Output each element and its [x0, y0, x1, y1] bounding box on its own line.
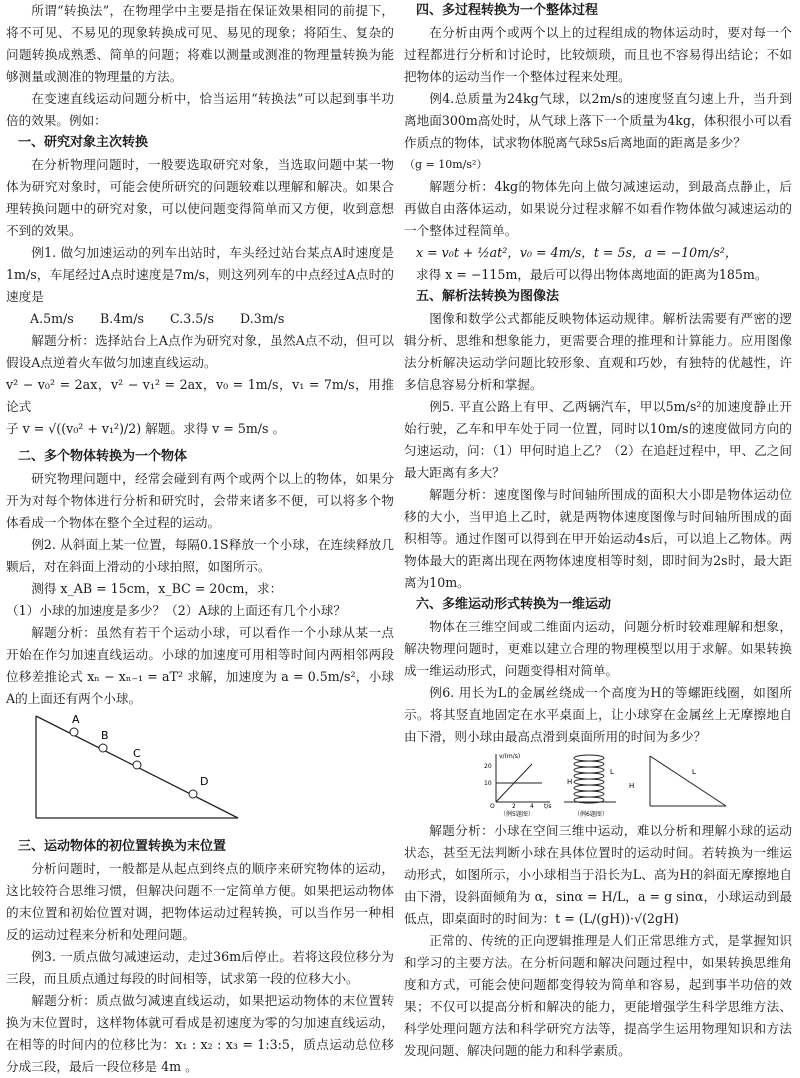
example-4-gravity: （g = 10m/s²） [404, 158, 488, 171]
velocity-time-graph [484, 753, 552, 818]
example-2-questions: （1）小球的加速度是多少？（2）A球的上面还有几个小球？ [6, 603, 346, 618]
svg-text:B: B [101, 729, 109, 742]
right-column [404, 0, 792, 1062]
incline-figure [6, 712, 394, 830]
svg-text:A: A [72, 713, 80, 726]
section-3-title: 三、运动物体的初位置转换为末位置 [18, 839, 227, 854]
left-column [6, 0, 394, 1078]
intro-paragraph: 所谓“转换法”，在物理学中主要是指在保证效果相同的前提下，将不可见、不易见的现象转换成可见、易见的现象；将陌生、复杂的问题转换成熟悉、简单的问题；将难以测量或测准的物理量转换为能够测量或测准的物理量的方法。 [6, 3, 394, 84]
section-6-paragraph: 物体在三维空间或二维面内运动，问题分析时较难理解和想象，解决物理问题时，更难以建立合理的物理模型以用于求解。如果转换成一维运动形式，问题变得相对简单。 [404, 619, 792, 678]
example-figures [404, 750, 792, 818]
svg-text:L: L [692, 768, 696, 776]
option-b: B.4m/s [100, 311, 144, 326]
example-5-analysis: 解题分析：速度图像与时间轴所围成的面积大小即是物体运动位移的大小，当甲追上乙时，就是两物体速度图像与时间轴所围成的面积相等。通过作图可以得到在甲开始运动4s后，可以追上乙物体。两物体最大的距离出现在两物体速度相等时刻，即时间为2s时，最大距离为10m。 [404, 487, 792, 590]
ball-b [99, 729, 109, 752]
incline-diagram [6, 712, 376, 830]
triangle-incline [650, 756, 726, 806]
svg-text:10: 10 [484, 780, 492, 787]
example-4-equation-2: 求得 x = −115m，最后可以得出物体离地面的距离为185m。 [416, 267, 768, 282]
example-2: 例2. 从斜面上某一位置，每隔0.1S释放一个小球，在连续释放几颗后，对在斜面上滑动的小球拍照，如图所示。 [6, 537, 394, 574]
example-3: 例3. 一质点做匀减速运动，走过36m后停止。若将这段位移分为三段，而且质点通过每段的时间相等，试求第一段的位移大小。 [6, 949, 394, 986]
section-5-paragraph: 图像和数学公式都能反映物体运动规律。解析法需要有严密的逻辑分析、思维和想象能力，更需要合理的推理和计算能力。应用图像法分析解决运动学问题比较形象、直观和巧妙，有独特的优越性，许多信息容易分析和掌握。 [404, 311, 792, 392]
svg-text:20: 20 [484, 763, 492, 770]
svg-text:O: O [490, 803, 495, 810]
section-5-title: 五、解析法转换为图像法 [416, 289, 560, 304]
example-3-analysis: 解题分析：质点做匀减速直线运动，如果把运动物体的末位置转换为末位置时，这样物体就可看成是初速度为零的匀加速直线运动，在相等的时间内的位移比为：x₁ : x₂ : x₃ = 1:3:5，质点运动总位移分成三段，最后一段位移是 4m 。 [6, 993, 394, 1074]
example-1-analysis: 解题分析：选择站台上A点作为研究对象，虽然A点不动，但可以假设A点逆着火车做匀加速直线运动。 [6, 333, 394, 370]
svg-text:（例6题图）: （例6题图） [574, 811, 608, 818]
section-2-paragraph: 研究物理问题中，经常会碰到有两个或两个以上的物体，如果分开为对每个物体进行分析和研究时，会带来诸多不便，可以将多个物体看成一个物体在整个全过程的运动。 [6, 471, 394, 530]
svg-text:D: D [200, 775, 209, 788]
intro-paragraph-2: 在变速直线运动问题分析中，恰当运用“转换法”可以起到事半功倍的效果。例如： [6, 91, 394, 128]
ball-c [133, 747, 141, 769]
option-d: D.3m/s [240, 311, 285, 326]
example-4-analysis: 解题分析：4kg的物体先向上做匀减速运动，到最高点静止，后再做自由落体运动，如果说分过程求解不如看作物体做匀减速运动的一个整体过程简单。 [404, 179, 792, 238]
section-1-paragraph: 在分析物理问题时，一般要选取研究对象，当选取问题中某一物体为研究对象时，可能会使所研究的问题较难以理解和解决。如果合理转换问题中的研究对象，可以使问题变得简单而又方便，收到意想不到的效果。 [6, 157, 394, 238]
example-5: 例5. 平直公路上有甲、乙两辆汽车，甲以5m/s²的加速度静止开始行驶，乙车和甲车处于同一位置，同时以10m/s的速度做同方向的匀速运动，问：（1）甲何时追上乙？（2）在追赶过程中，甲、乙之间最大距离有多大？ [404, 399, 792, 480]
option-a: A.5m/s [30, 311, 74, 326]
example-2-measurements: 测得 x_AB = 15cm，x_BC = 20cm，求： [31, 581, 283, 596]
svg-text:v/(m/s): v/(m/s) [499, 753, 521, 760]
example-4-equation-1: x = v₀t + ½at²，v₀ = 4m/s，t = 5s，a = −10m/s²， [416, 245, 738, 260]
section-1-title: 一、研究对象主次转换 [18, 135, 149, 150]
ball-a [70, 713, 80, 736]
conclusion-paragraph: 正常的、传统的正向逻辑推理是人们正常思维方式，是掌握知识和学习的主要方法。在分析问题和解决问题过程中，如果转换思维角度和方式，可能会使问题都变得较为简单和容易，起到事半功倍的效果；不仅可以提高分析和解决的能力，更能增强学生科学思维方法、科学处理问题方法和科学研究方法等，提高学生运用物理知识和方法发现问题、解决问题的能力和科学素质。 [404, 933, 792, 1058]
example-1-equation-1: v² − v₀² = 2ax，v² − v₁² = 2ax，v₀ = 1m/s，v₁ = 7m/s，用推论式 [6, 377, 394, 414]
svg-text:C: C [133, 747, 141, 760]
svg-text:t/s: t/s [544, 803, 552, 810]
section-6-title: 六、多维运动形式转换为一维运动 [416, 597, 612, 612]
svg-text:H: H [567, 778, 573, 786]
example-4: 例4.总质量为24kg气球，以2m/s的速度竖直匀速上升，当升到离地面300m高处时，从气球上落下一个质量为4kg，体积很小可以看作质点的物体，试求物体脱离气球5s后离地面的距离是多少？ [404, 91, 792, 150]
svg-text:2: 2 [512, 803, 516, 810]
section-4-paragraph: 在分析由两个或两个以上的过程组成的物体运动时，要对每一个过程都进行分析和讨论时，比较烦琐，而且也不容易得出结论；不如把物体的运动当作一个整体过程来处理。 [404, 25, 792, 84]
example-1-options [6, 308, 394, 330]
figures-svg [404, 750, 792, 818]
option-c: C.3.5/s [170, 311, 214, 326]
svg-text:4: 4 [530, 803, 534, 810]
ball-d [189, 775, 208, 798]
example-6: 例6. 用长为L的金属丝绕成一个高度为H的等螺距线圈，如图所示。将其竖直地固定在水平桌面上，让小球穿在金属丝上无摩擦地自由下滑，则小球由最高点滑到桌面所用的时间为多少？ [404, 685, 792, 744]
section-4-title: 四、多过程转换为一个整体过程 [416, 3, 599, 18]
section-2-title: 二、多个物体转换为一个物体 [18, 449, 188, 464]
example-2-analysis: 解题分析：虽然有若干个运动小球，可以看作一个小球从某一点开始在作匀加速直线运动。小球的加速度可用相等时间内两相邻两段位移差推论式 xₙ − xₙ₋₁ = aT² 求解，加速度为 a = 0.5m/s²，小球A的上面还有两个小球。 [6, 625, 394, 706]
example-6-analysis: 解题分析：小球在空间三维中运动，难以分析和理解小球的运动状态，甚至无法判断小球在具体位置时的运动时间。若转换为一维运动形式，如图所示，小小球相当于沿长为L、高为H的斜面无摩擦地自由下滑，设斜面倾角为 α，sinα = H/L，a = g sinα，小球运动到最低点，即桌面时的时间为：t = (L/(gH))·√(2gH) [404, 823, 792, 926]
svg-text:L: L [610, 768, 614, 776]
example-1-equation-2: 子 v = √((v₀² + v₁²)/2) 解题。求得 v = 5m/s 。 [6, 421, 286, 436]
example-1: 例1. 做匀加速运动的列车出站时，车头经过站台某点A时速度是1m/s，车尾经过A点时速度是7m/s，则这列列车的中点经过A点时的速度是 [6, 245, 394, 304]
svg-text:（例5题图）: （例5题图） [500, 811, 534, 818]
section-3-paragraph: 分析问题时，一般都是从起点到终点的顺序来研究物体的运动，这比较符合思维习惯，但解决问题不一定简单方便。如果把运动物体的末位置和初始位置对调，把物体运动过程转换，可以当作另一种相反的运动过程来分析和处理问题。 [6, 861, 394, 942]
svg-text:H: H [629, 782, 635, 790]
